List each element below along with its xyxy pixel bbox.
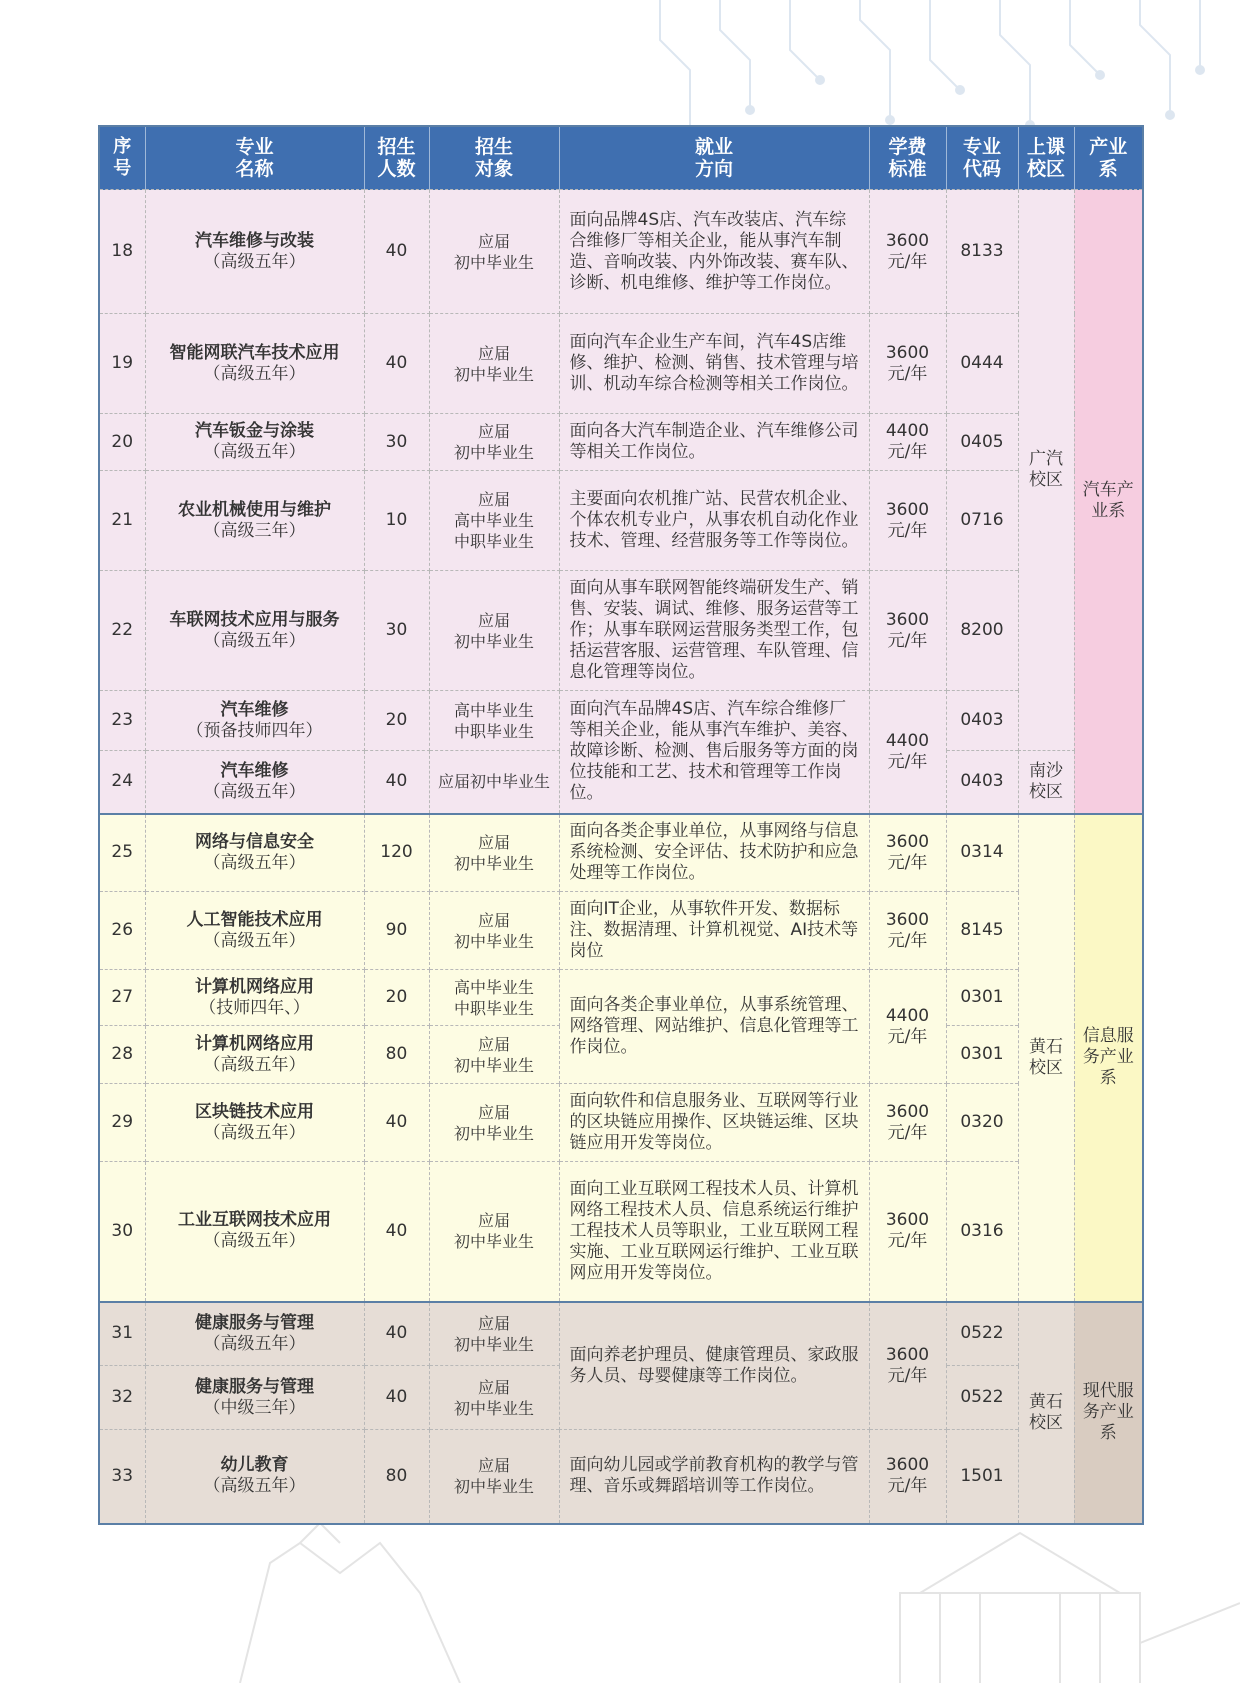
major-code: 0301 [946,970,1018,1026]
row-number: 26 [99,892,145,970]
major-name-cell [145,1084,364,1162]
tuition-fee: 3600 元/年 [869,190,946,314]
table-row [99,571,1143,691]
major-name: 车联网技术应用与服务 [169,609,340,630]
tuition-fee: 4400 元/年 [869,414,946,471]
major-name: 网络与信息安全 [195,831,314,852]
major-code: 1501 [946,1430,1018,1524]
row-number: 19 [99,314,145,414]
row-number: 24 [99,751,145,814]
major-level: （高级三年） [203,520,306,541]
col-header-code: 专业 代码 [946,126,1018,190]
major-name: 计算机网络应用 [195,1033,314,1054]
enroll-count: 40 [364,1302,429,1366]
major-name-cell [145,190,364,314]
enroll-count: 40 [364,751,429,814]
enroll-target: 应届初中毕业生 [429,751,559,814]
enroll-target: 应届 初中毕业生 [429,1302,559,1366]
major-code: 0403 [946,691,1018,751]
major-name: 汽车钣金与涂装 [195,421,314,441]
major-name-cell [145,751,364,814]
employment-direction: 面向汽车品牌4S店、汽车综合维修厂等相关企业，能从事汽车维护、美容、故障诊断、检测、售后服务等方面的岗位技能和工艺、技术和管理等工作岗位。 [559,691,869,814]
major-code: 0405 [946,414,1018,471]
tuition-fee: 3600 元/年 [869,1162,946,1302]
col-header-fee: 学费 标准 [869,126,946,190]
table-row [99,471,1143,571]
enroll-target: 应届 初中毕业生 [429,414,559,471]
enroll-target: 应届 初中毕业生 [429,1430,559,1524]
enroll-count: 10 [364,471,429,571]
row-number: 23 [99,691,145,751]
tuition-fee: 3600 元/年 [869,1084,946,1162]
table-row [99,691,1143,751]
major-level: （高级五年） [203,852,306,873]
employment-direction: 面向各大汽车制造企业、汽车维修公司等相关工作岗位。 [559,414,869,471]
campus-cell: 南沙 校区 [1018,751,1074,814]
enroll-count: 30 [364,414,429,471]
row-number: 18 [99,190,145,314]
employment-direction: 面向各类企事业单位，从事系统管理、网络管理、网站维护、信息化管理等工作岗位。 [559,970,869,1084]
tuition-fee: 3600 元/年 [869,1430,946,1524]
major-name-cell [145,314,364,414]
enroll-target: 应届 初中毕业生 [429,571,559,691]
major-name-cell [145,1430,364,1524]
major-level: （高级五年） [203,363,306,384]
campus-cell: 黄石 校区 [1018,1302,1074,1524]
enroll-count: 40 [364,1366,429,1430]
enroll-target: 高中毕业生 中职毕业生 [429,970,559,1026]
major-name: 工业互联网技术应用 [178,1210,331,1231]
col-header-no: 序 号 [99,126,145,190]
table-row [99,1162,1143,1302]
table-header-row [99,126,1143,190]
major-level: （高级五年） [203,1054,306,1075]
enroll-target: 应届 初中毕业生 [429,1084,559,1162]
major-name-cell [145,471,364,571]
tuition-fee: 3600 元/年 [869,1302,946,1430]
major-name-cell [145,1366,364,1430]
major-name: 汽车维修与改装 [195,230,314,251]
row-number: 29 [99,1084,145,1162]
major-name-cell [145,970,364,1026]
enroll-count: 40 [364,314,429,414]
major-name: 人工智能技术应用 [186,909,323,930]
row-number: 32 [99,1366,145,1430]
employment-direction: 面向IT企业，从事软件开发、数据标注、数据清理、计算机视觉、AI技术等岗位 [559,892,869,970]
major-code: 8200 [946,571,1018,691]
major-code: 0403 [946,751,1018,814]
major-level: （高级五年） [203,1231,306,1252]
major-code: 0316 [946,1162,1018,1302]
table-row [99,970,1143,1026]
enroll-count: 30 [364,571,429,691]
major-name-cell [145,1162,364,1302]
enroll-count: 40 [364,1084,429,1162]
enroll-count: 120 [364,814,429,892]
enroll-count: 20 [364,970,429,1026]
tuition-fee: 3600 元/年 [869,571,946,691]
major-level: （高级五年） [203,442,306,462]
enroll-target: 应届 高中毕业生 中职毕业生 [429,471,559,571]
enroll-target: 应届 初中毕业生 [429,1366,559,1430]
col-header-name: 专业 名称 [145,126,364,190]
department-cell: 汽车产 业系 [1074,190,1143,814]
tuition-fee: 4400 元/年 [869,691,946,814]
major-code: 0314 [946,814,1018,892]
row-number: 22 [99,571,145,691]
row-number: 30 [99,1162,145,1302]
col-header-employment: 就业 方向 [559,126,869,190]
enroll-count: 40 [364,190,429,314]
enroll-target: 应届 初中毕业生 [429,314,559,414]
table-row [99,314,1143,414]
table-row [99,814,1143,892]
major-level: （高级五年） [203,781,306,802]
major-name: 计算机网络应用 [195,976,314,997]
major-name-cell [145,1302,364,1366]
major-code: 0444 [946,314,1018,414]
major-name: 智能网联汽车技术应用 [169,342,340,363]
major-name-cell [145,571,364,691]
major-name-cell [145,1026,364,1084]
major-name-cell [145,814,364,892]
major-name: 幼儿教育 [220,1455,289,1476]
employment-direction: 面向汽车企业生产车间，汽车4S店维修、维护、检测、销售、技术管理与培训、机动车综合检测等相关工作岗位。 [559,314,869,414]
table-row [99,414,1143,471]
employment-direction: 面向软件和信息服务业、互联网等行业的区块链应用操作、区块链运维、区块链应用开发等岗位。 [559,1084,869,1162]
row-number: 28 [99,1026,145,1084]
tuition-fee: 3600 元/年 [869,471,946,571]
table-row [99,1302,1143,1366]
employment-direction: 面向各类企事业单位，从事网络与信息系统检测、安全评估、技术防护和应急处理等工作岗位。 [559,814,869,892]
department-cell: 信息服 务产业 系 [1074,814,1143,1302]
major-name: 区块链技术应用 [195,1101,314,1122]
enroll-count: 40 [364,1162,429,1302]
enroll-count: 80 [364,1430,429,1524]
tuition-fee: 3600 元/年 [869,814,946,892]
employment-direction: 面向从事车联网智能终端研发生产、销售、安装、调试、维修、服务运营等工作；从事车联网运营服务类型工作，包括运营客服、运营管理、车队管理、信息化管理等岗位。 [559,571,869,691]
majors-table [98,125,1144,1525]
enroll-target: 应届 初中毕业生 [429,1026,559,1084]
major-code: 0522 [946,1366,1018,1430]
enroll-target: 应届 初中毕业生 [429,190,559,314]
major-code: 0716 [946,471,1018,571]
major-code: 0320 [946,1084,1018,1162]
enroll-target: 应届 初中毕业生 [429,1162,559,1302]
major-name: 健康服务与管理 [195,1312,314,1333]
row-number: 25 [99,814,145,892]
employment-direction: 面向工业互联网工程技术人员、计算机网络工程技术人员、信息系统运行维护工程技术人员等职业，工业互联网工程实施、工业互联网运行维护、工业互联网应用开发等岗位。 [559,1162,869,1302]
major-name: 农业机械使用与维护 [178,499,331,520]
tuition-fee: 3600 元/年 [869,314,946,414]
col-header-target: 招生 对象 [429,126,559,190]
major-level: （高级五年） [203,1476,306,1497]
enroll-target: 应届 初中毕业生 [429,814,559,892]
major-level: （高级五年） [203,930,306,951]
enroll-target: 应届 初中毕业生 [429,892,559,970]
major-name: 汽车维修 [220,699,289,720]
circuit-decoration [620,0,1240,130]
enroll-count: 80 [364,1026,429,1084]
major-level: （高级五年） [203,251,306,272]
campus-cell: 广汽 校区 [1018,190,1074,751]
employment-direction: 主要面向农机推广站、民营农机企业、个体农机专业户，从事农机自动化作业技术、管理、经营服务等工作等岗位。 [559,471,869,571]
major-level: （高级五年） [203,630,306,651]
major-code: 8133 [946,190,1018,314]
tuition-fee: 3600 元/年 [869,892,946,970]
major-level: （技师四年、） [199,997,310,1018]
employment-direction: 面向幼儿园或学前教育机构的教学与管理、音乐或舞蹈培训等工作岗位。 [559,1430,869,1524]
employment-direction: 面向养老护理员、健康管理员、家政服务人员、母婴健康等工作岗位。 [559,1302,869,1430]
enroll-target: 高中毕业生 中职毕业生 [429,691,559,751]
row-number: 20 [99,414,145,471]
table-row [99,1084,1143,1162]
major-level: （高级五年） [203,1333,306,1354]
table-row [99,190,1143,314]
major-code: 0522 [946,1302,1018,1366]
major-level: （预备技师四年） [186,720,323,741]
row-number: 31 [99,1302,145,1366]
employment-direction: 面向品牌4S店、汽车改装店、汽车综合维修厂等相关企业，能从事汽车制造、音响改装、内外饰改装、赛车队、诊断、机电维修、维护等工作岗位。 [559,190,869,314]
campus-cell: 黄石 校区 [1018,814,1074,1302]
major-code: 8145 [946,892,1018,970]
col-header-count: 招生 人数 [364,126,429,190]
major-name-cell [145,414,364,471]
tuition-fee: 4400 元/年 [869,970,946,1084]
col-header-campus: 上课 校区 [1018,126,1074,190]
major-name: 健康服务与管理 [195,1376,314,1397]
col-header-dept: 产业 系 [1074,126,1143,190]
row-number: 27 [99,970,145,1026]
row-number: 33 [99,1430,145,1524]
table-row [99,892,1143,970]
row-number: 21 [99,471,145,571]
enroll-count: 90 [364,892,429,970]
major-name: 汽车维修 [220,760,289,781]
department-cell: 现代服 务产业 系 [1074,1302,1143,1524]
major-level: （中级三年） [203,1397,306,1418]
major-name-cell [145,691,364,751]
major-name-cell [145,892,364,970]
enroll-count: 20 [364,691,429,751]
major-level: （高级五年） [203,1122,306,1143]
table-row [99,1430,1143,1524]
major-code: 0301 [946,1026,1018,1084]
